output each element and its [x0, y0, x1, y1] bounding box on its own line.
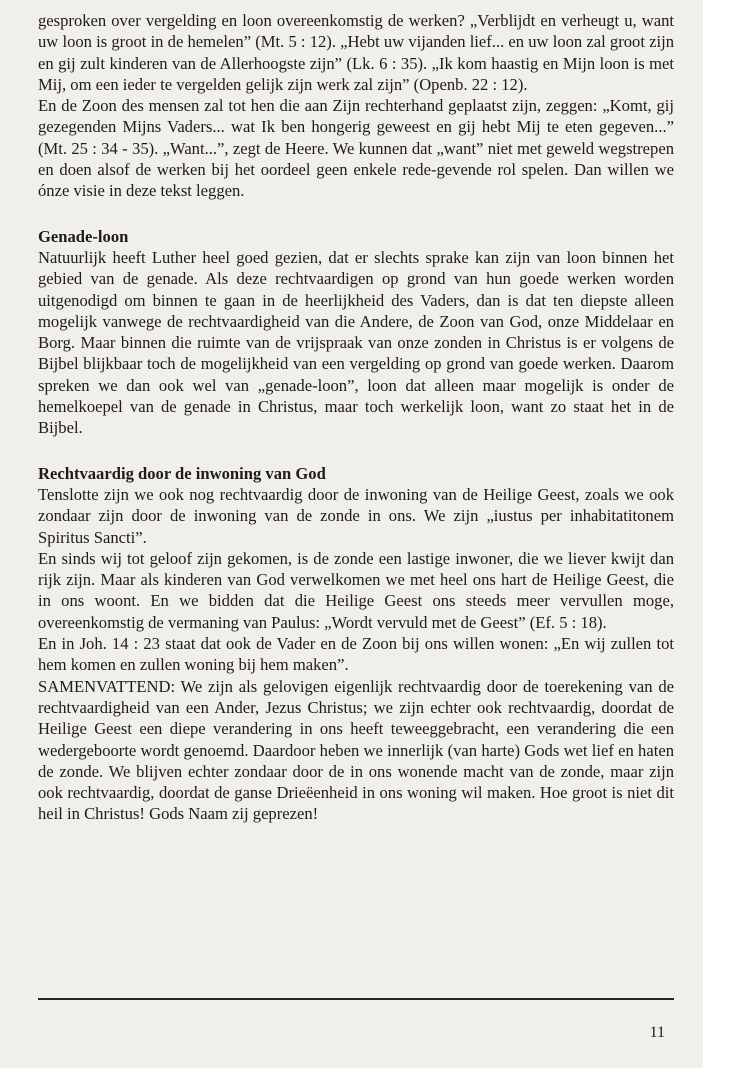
- body-paragraph: Natuurlijk heeft Luther heel goed gezien, dat er slechts sprake kan zijn van loon binnen het gebied van de genade. Als deze rechtvaardigen op grond van hun goede werken worden uitgenodigd om binnen te gaan in de heerlijkheid des Vaders, dan is dat ten diepste alleen mogelijk vanwege de rechtvaardigheid van die Andere, de Zoon van God, onze Middelaar en Borg. Maar binnen die ruimte van de vrijspraak van onze zonden in Christus is er volgens de Bijbel blijkbaar toch de mogelijkheid van een vergelding op grond van goede werken. Daarom spreken we dan ook wel van „genade-loon”, loon dat alleen maar mogelijk is onder de hemelkoepel van de genade in Christus, maar toch werkelijk loon, want zo staat het in de Bijbel.: [38, 247, 674, 438]
- body-paragraph: En de Zoon des mensen zal tot hen die aan Zijn rechterhand geplaatst zijn, zeggen: „Komt, gij gezegenden Mijns Vaders... wat Ik ben hongerig geweest en gij hebt Mij te eten gegeven...” (Mt. 25 : 34 - 35). „Want...”, zegt de Heere. We kunnen dat „want” niet met geweld wegstrepen en doen alsof de werken bij het oordeel geen enkele rede-gevende rol spelen. Dan willen we ónze visie in deze tekst leggen.: [38, 96, 674, 201]
- spacer: [38, 202, 674, 226]
- body-paragraph: En sinds wij tot geloof zijn gekomen, is de zonde een lastige inwoner, die we liever kwijt dan rijk zijn. Maar als kinderen van God verwelkomen we met heel ons hart de Heilige Geest, die in ons woont. En we bidden dat die Heilige Geest ons steeds meer vervullen moge, overeenkomstig de vermaning van Paulus: „Wordt vervuld met de Geest” (Ef. 5 : 18).: [38, 548, 674, 632]
- body-paragraph: Tenslotte zijn we ook nog rechtvaardig door de inwoning van de Heilige Geest, zoals we ook zondaar zijn door de inwoning van de zonde in ons. We zijn „iustus per inhabitatitonem Spiritus Sancti”.: [38, 484, 674, 547]
- spacer: [38, 439, 674, 463]
- page-number: 11: [649, 1024, 665, 1041]
- body-paragraph: gesproken over vergelding en loon overeenkomstig de werken? „Verblijdt en verheugt u, want uw loon is groot in de hemelen” (Mt. 5 : 12). „Hebt uw vijanden lief... en uw loon zal groot zijn en gij zult kinderen van de Allerhoogste zijn” (Lk. 6 : 35). „Ik kom haastig en Mijn loon is met Mij, om een ieder te vergelden gelijk zijn werk zal zijn” (Openb. 22 : 12).: [38, 11, 674, 94]
- footer-rule: [38, 998, 674, 1000]
- page-body: [38, 10, 674, 825]
- section-heading: Rechtvaardig door de inwoning van God: [38, 463, 326, 483]
- section-heading: Genade-loon: [38, 226, 129, 246]
- body-paragraph: En in Joh. 14 : 23 staat dat ook de Vader en de Zoon bij ons willen wonen: „En wij zullen tot hem komen en zullen woning bij hem maken”.: [38, 634, 674, 675]
- body-paragraph: SAMENVATTEND: We zijn als gelovigen eigenlijk rechtvaardig door de toerekening van de rechtvaardigheid van een Ander, Jezus Christus; we zijn echter ook rechtvaardig, doordat de Heilige Geest een diepe verandering in ons heeft teweeggebracht, een verandering die een wedergeboorte wordt genoemd. Daardoor heben we innerlijk (van harte) Gods wet lief en haten de zonde. We blijven echter zondaar door de in ons wonende macht van de zonde, maar zijn ook rechtvaardig, doordat de ganse Drieëenheid in ons woning wil maken. Hoe groot is niet dit heil in Christus! Gods Naam zij geprezen!: [38, 676, 674, 824]
